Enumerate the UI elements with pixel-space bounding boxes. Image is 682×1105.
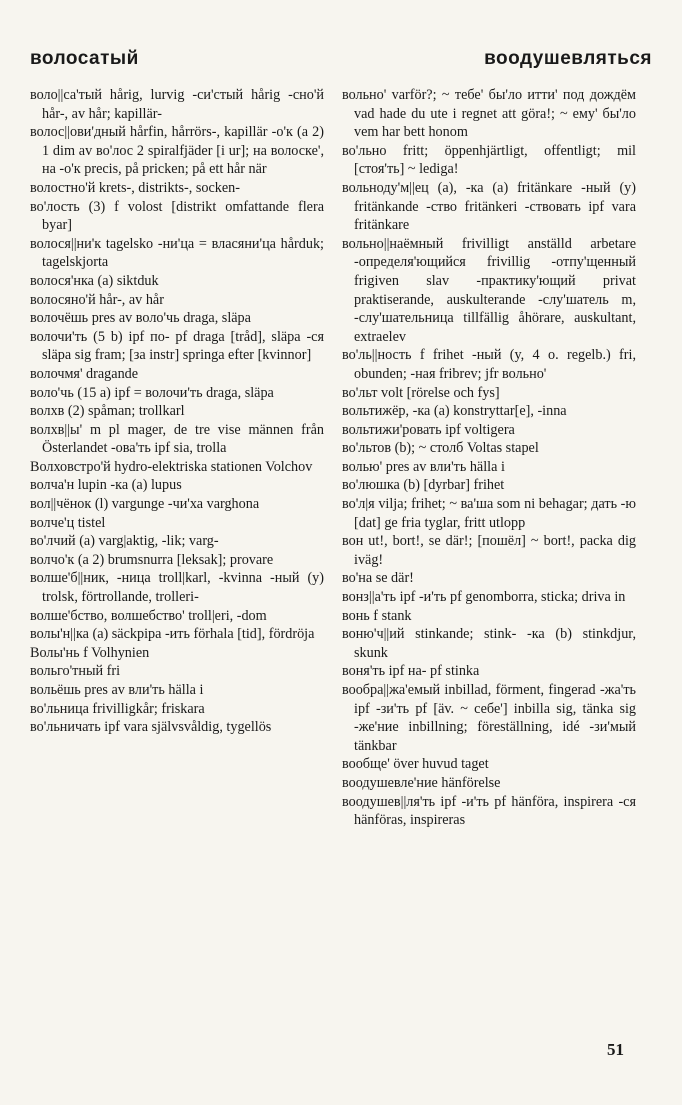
dictionary-entry: воло'чь (15 a) ipf = волочи'ть draga, släpa xyxy=(30,384,274,401)
dictionary-entry: во'л|я vilja; frihet; ~ ва'ша som ni behagar; дать -ю [dat] ge fria tyglar, fritt utlopp xyxy=(342,496,636,531)
dictionary-entry: во'льно fritt; öppenhjärtligt, offentligt; mil [стоя'ть] ~ lediga! xyxy=(342,142,636,178)
dictionary-entry: волочёшь pres av воло'чь draga, släpa xyxy=(30,310,251,327)
dictionary-entry: вонз||а'ть ipf -и'ть pf genomborra, sticka; driva in xyxy=(342,589,626,606)
dictionary-entry: волося'нка (a) siktduk xyxy=(30,272,159,289)
dictionary-entry: во'люшка (b) [dyrbar] frihet xyxy=(342,477,505,494)
dictionary-entry: волью' pres av вли'ть hälla i xyxy=(342,458,505,475)
dictionary-entry: волче'ц tistel xyxy=(30,514,106,531)
dictionary-entry: воло||са'тый hårig, lurvig -си'стый hårig -сно'й hår-, av hår; kapillär- xyxy=(30,87,324,122)
page-number: 51 xyxy=(607,1040,624,1059)
dictionary-entry: во'льничать ipf vara självsvåldig, tygellös xyxy=(30,719,272,736)
dictionary-entry: волостно'й krets-, distrikts-, socken- xyxy=(30,179,240,196)
dictionary-entry: вол||чёнок (l) vargunge -чи'ха varghona xyxy=(30,496,260,513)
dictionary-entry: волхв||ы' m pl mager, de tre vise männen från Österlandet -ова'ть ipf sia, trolla xyxy=(30,421,324,457)
left-column xyxy=(30,86,324,737)
dictionary-entry: волочи'ть (5 b) ipf по- pf draga [tråd], släpa -ся släpa sig fram; [за instr] springa efter [kvinnor] xyxy=(30,328,324,364)
dictionary-entry: волы'н||ка (a) säckpipa -ить förhala [tid], fördröja xyxy=(30,626,315,643)
dictionary-entry: во'лость (3) f volost [distrikt omfattande flera byar] xyxy=(30,198,324,234)
dictionary-entry: воодушев||ля'ть ipf -и'ть pf hänföra, inspirera -ся hänföras, inspireras xyxy=(342,793,636,829)
dictionary-entry: во'лчий (a) varg|aktig, -lik; varg- xyxy=(30,533,219,550)
dictionary-entry: Волы'нь f Volhynien xyxy=(30,644,150,661)
dictionary-entry: во'льница frivilligkår; friskara xyxy=(30,700,205,717)
dictionary-entry: вольтижи'ровать ipf voltigera xyxy=(342,421,515,438)
dictionary-entry: вольёшь pres av вли'ть hälla i xyxy=(30,682,204,698)
header-left-guideword: волосатый xyxy=(30,48,139,69)
dictionary-entry: волося||ни'к tagelsko -ни'ца = власяни'ца hårduk; tagelskjorta xyxy=(30,235,324,271)
dictionary-entry: вообра||жа'емый inbillad, förment, fingerad -жа'ть ipf -зи'ть pf [äv. ~ себе'] inbilla sig, tänka sig -же'ние inbillning; föreställning, idé -зи'мый tänkbar xyxy=(342,682,636,754)
dictionary-entry: волочмя' dragande xyxy=(30,365,139,382)
dictionary-entry: воню'ч||ий stinkande; stink- -ка (b) stinkdjur, skunk xyxy=(342,626,636,661)
dictionary-entry: Волховстро'й hydro-elektriska stationen Volchov xyxy=(30,458,313,475)
dictionary-entry: воня'ть ipf на- pf stinka xyxy=(342,663,480,680)
dictionary-entry: волос||ови'дный hårfin, hårrörs-, kapillär -о'к (a 2) 1 dim av во'лос 2 spiralfjäder [i ur]; на волоске', на -о'к precis, på pricken; på ett hår när xyxy=(30,124,324,178)
dictionary-entry: волосяно'й hår-, av hår xyxy=(30,291,164,308)
dictionary-entry: вольноду'м||ец (a), -ка (a) fritänkare -ный (y) fritänkande -ство fritänkeri -ствовать ipf vara fritänkare xyxy=(342,179,636,234)
dictionary-entry: во'льтов (b); ~ столб Voltas stapel xyxy=(342,440,539,457)
dictionary-entry: вонь f stank xyxy=(342,607,412,624)
dictionary-entry: волча'н lupin -ка (a) lupus xyxy=(30,477,182,494)
dictionary-entry: во'на se där! xyxy=(342,570,414,587)
dictionary-entry: вольго'тный fri xyxy=(30,663,121,680)
dictionary-entry: во'ль||ность f frihet -ный (y, 4 o. regelb.) fri, obunden; -ная fribrev; jfr вольно' xyxy=(342,347,636,382)
dictionary-entry: вон ut!, bort!, se där!; [пошёл] ~ bort!, packa dig iväg! xyxy=(342,533,636,568)
right-column xyxy=(342,86,636,830)
dictionary-entry: волше'б||ник, -ница troll|karl, -kvinna -ный (y) trolsk, förtrollande, trolleri- xyxy=(30,570,324,606)
dictionary-entry: волчо'к (a 2) brumsnurra [leksak]; provare xyxy=(30,551,274,568)
dictionary-entry: во'льт volt [rörelse och fys] xyxy=(342,384,500,401)
dictionary-entry: волхв (2) spåman; trollkarl xyxy=(30,403,185,420)
dictionary-entry: вольтижёр, -ка (a) konstryttar[e], -inna xyxy=(342,403,567,420)
header-right-guideword: воодушевляться xyxy=(484,48,652,69)
dictionary-entry: вольно' varför?; ~ тебе' бы'ло итти' под дождём vad hade du ute i regnet att göra!; ~ ему' бы'ло vem har bett honom xyxy=(342,87,636,141)
dictionary-entry: воодушевле'ние hänförelse xyxy=(342,774,501,791)
dictionary-entry: волше'бство, волшебство' troll|eri, -dom xyxy=(30,607,267,624)
dictionary-entry: вообще' över huvud taget xyxy=(342,756,489,773)
dictionary-entry: вольно||наёмный frivilligt anställd arbetare -определя'ющийся frivillig -отпу'щенный frigiven slav -практику'ющий privat praktiserande, auskulterande -слу'шатель m, -слу'шательница tillfällig åhörare, auskultant, extraelev xyxy=(342,235,636,345)
